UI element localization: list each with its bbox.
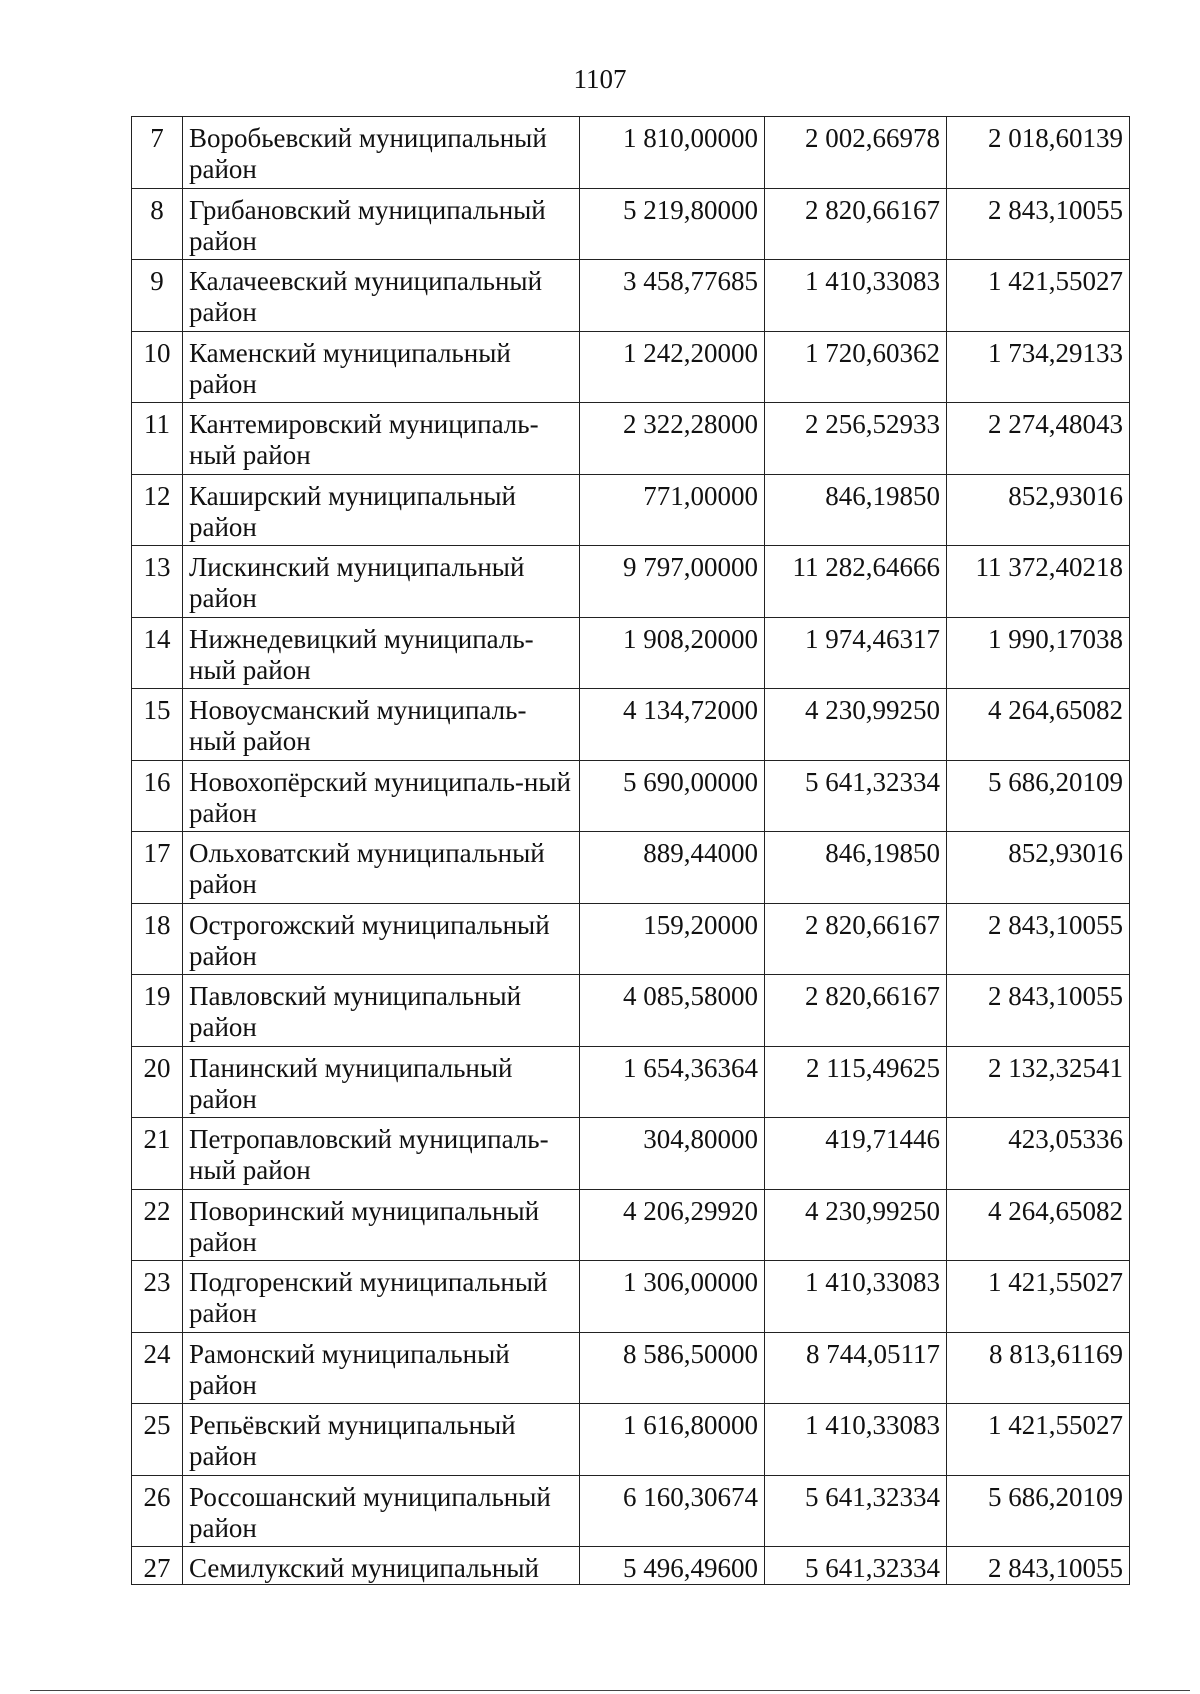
district-name: Каменский муниципальный район <box>183 331 580 403</box>
row-number: 16 <box>132 760 183 832</box>
value-col-2: 1 974,46317 <box>765 617 947 689</box>
district-name: Острогожский муниципальный район <box>183 903 580 975</box>
value-col-1: 4 206,29920 <box>580 1189 765 1261</box>
row-number: 10 <box>132 331 183 403</box>
value-col-2: 1 410,33083 <box>765 1404 947 1476</box>
value-col-2: 1 720,60362 <box>765 331 947 403</box>
table-row <box>132 474 1130 546</box>
row-number: 22 <box>132 1189 183 1261</box>
value-col-2: 2 820,66167 <box>765 903 947 975</box>
value-col-1: 1 306,00000 <box>580 1261 765 1333</box>
value-col-1: 6 160,30674 <box>580 1475 765 1547</box>
value-col-2: 11 282,64666 <box>765 546 947 618</box>
table-row <box>132 331 1130 403</box>
value-col-2: 5 641,32334 <box>765 1475 947 1547</box>
table-row <box>132 1261 1130 1333</box>
row-number: 8 <box>132 188 183 260</box>
table-row <box>132 117 1130 189</box>
value-col-3: 2 018,60139 <box>947 117 1130 189</box>
value-col-3: 4 264,65082 <box>947 689 1130 761</box>
value-col-2: 846,19850 <box>765 474 947 546</box>
value-col-1: 1 616,80000 <box>580 1404 765 1476</box>
value-col-2: 419,71446 <box>765 1118 947 1190</box>
table-body <box>132 117 1130 1585</box>
row-number: 24 <box>132 1332 183 1404</box>
table-row <box>132 689 1130 761</box>
table-row <box>132 903 1130 975</box>
value-col-3: 1 734,29133 <box>947 331 1130 403</box>
district-name: Калачеевский муниципальный район <box>183 260 580 332</box>
district-table <box>131 116 1130 1585</box>
value-col-3: 5 686,20109 <box>947 1475 1130 1547</box>
row-number: 15 <box>132 689 183 761</box>
value-col-2: 2 820,66167 <box>765 188 947 260</box>
row-number: 12 <box>132 474 183 546</box>
value-col-1: 9 797,00000 <box>580 546 765 618</box>
district-name: Подгоренский муниципальный район <box>183 1261 580 1333</box>
value-col-3: 1 421,55027 <box>947 260 1130 332</box>
district-name: Лискинский муниципальный район <box>183 546 580 618</box>
row-number: 11 <box>132 403 183 475</box>
row-number: 27 <box>132 1547 183 1585</box>
value-col-1: 5 690,00000 <box>580 760 765 832</box>
table-row <box>132 1404 1130 1476</box>
value-col-2: 2 820,66167 <box>765 975 947 1047</box>
value-col-1: 4 134,72000 <box>580 689 765 761</box>
district-name: Россошанский муниципальный район <box>183 1475 580 1547</box>
value-col-2: 5 641,32334 <box>765 760 947 832</box>
value-col-3: 2 843,10055 <box>947 975 1130 1047</box>
value-col-1: 2 322,28000 <box>580 403 765 475</box>
district-name: Семилукский муниципальный <box>183 1547 580 1585</box>
district-name: Панинский муниципальный район <box>183 1046 580 1118</box>
value-col-2: 2 002,66978 <box>765 117 947 189</box>
value-col-1: 8 586,50000 <box>580 1332 765 1404</box>
row-number: 14 <box>132 617 183 689</box>
table-row <box>132 760 1130 832</box>
district-name: Ольховатский муниципальный район <box>183 832 580 904</box>
district-name: Каширский муниципальный район <box>183 474 580 546</box>
value-col-3: 423,05336 <box>947 1118 1130 1190</box>
value-col-1: 1 654,36364 <box>580 1046 765 1118</box>
table-row <box>132 1332 1130 1404</box>
district-name: Нижнедевицкий муниципаль-ный район <box>183 617 580 689</box>
value-col-1: 889,44000 <box>580 832 765 904</box>
value-col-2: 1 410,33083 <box>765 260 947 332</box>
row-number: 23 <box>132 1261 183 1333</box>
value-col-2: 4 230,99250 <box>765 689 947 761</box>
value-col-2: 2 256,52933 <box>765 403 947 475</box>
table-row <box>132 1118 1130 1190</box>
value-col-3: 2 843,10055 <box>947 903 1130 975</box>
value-col-3: 1 421,55027 <box>947 1261 1130 1333</box>
value-col-3: 1 990,17038 <box>947 617 1130 689</box>
district-name: Грибановский муниципальный район <box>183 188 580 260</box>
value-col-2: 846,19850 <box>765 832 947 904</box>
district-name: Репьёвский муниципальный район <box>183 1404 580 1476</box>
value-col-1: 1 810,00000 <box>580 117 765 189</box>
value-col-3: 852,93016 <box>947 474 1130 546</box>
value-col-1: 4 085,58000 <box>580 975 765 1047</box>
value-col-3: 852,93016 <box>947 832 1130 904</box>
value-col-1: 5 496,49600 <box>580 1547 765 1585</box>
district-name: Новоусманский муниципаль-ный район <box>183 689 580 761</box>
row-number: 26 <box>132 1475 183 1547</box>
table-row <box>132 832 1130 904</box>
value-col-2: 8 744,05117 <box>765 1332 947 1404</box>
value-col-2: 4 230,99250 <box>765 1189 947 1261</box>
value-col-2: 2 115,49625 <box>765 1046 947 1118</box>
table-row <box>132 188 1130 260</box>
district-name: Петропавловский муниципаль-ный район <box>183 1118 580 1190</box>
row-number: 25 <box>132 1404 183 1476</box>
value-col-3: 2 843,10055 <box>947 188 1130 260</box>
row-number: 7 <box>132 117 183 189</box>
district-name: Новохопёрский муниципаль-ный район <box>183 760 580 832</box>
page-number: 1107 <box>573 64 627 94</box>
value-col-3: 8 813,61169 <box>947 1332 1130 1404</box>
district-name: Павловский муниципальный район <box>183 975 580 1047</box>
value-col-3: 2 132,32541 <box>947 1046 1130 1118</box>
value-col-2: 1 410,33083 <box>765 1261 947 1333</box>
page-bottom-rule <box>30 1690 1190 1691</box>
table-row <box>132 1475 1130 1547</box>
value-col-1: 3 458,77685 <box>580 260 765 332</box>
table-row <box>132 1189 1130 1261</box>
value-col-1: 159,20000 <box>580 903 765 975</box>
value-col-1: 5 219,80000 <box>580 188 765 260</box>
district-name: Воробьевский муниципальный район <box>183 117 580 189</box>
value-col-3: 5 686,20109 <box>947 760 1130 832</box>
value-col-2: 5 641,32334 <box>765 1547 947 1585</box>
value-col-3: 2 274,48043 <box>947 403 1130 475</box>
table-row <box>132 975 1130 1047</box>
value-col-1: 771,00000 <box>580 474 765 546</box>
district-name: Поворинский муниципальный район <box>183 1189 580 1261</box>
value-col-3: 4 264,65082 <box>947 1189 1130 1261</box>
table-row <box>132 260 1130 332</box>
row-number: 19 <box>132 975 183 1047</box>
district-name: Рамонский муниципальный район <box>183 1332 580 1404</box>
table-row <box>132 617 1130 689</box>
district-name: Кантемировский муниципаль-ный район <box>183 403 580 475</box>
row-number: 17 <box>132 832 183 904</box>
value-col-3: 2 843,10055 <box>947 1547 1130 1585</box>
table-row <box>132 403 1130 475</box>
row-number: 18 <box>132 903 183 975</box>
table-row <box>132 1046 1130 1118</box>
value-col-3: 1 421,55027 <box>947 1404 1130 1476</box>
value-col-1: 1 242,20000 <box>580 331 765 403</box>
value-col-3: 11 372,40218 <box>947 546 1130 618</box>
row-number: 21 <box>132 1118 183 1190</box>
value-col-1: 304,80000 <box>580 1118 765 1190</box>
table-row <box>132 546 1130 618</box>
table-row <box>132 1547 1130 1585</box>
row-number: 13 <box>132 546 183 618</box>
row-number: 20 <box>132 1046 183 1118</box>
value-col-1: 1 908,20000 <box>580 617 765 689</box>
row-number: 9 <box>132 260 183 332</box>
